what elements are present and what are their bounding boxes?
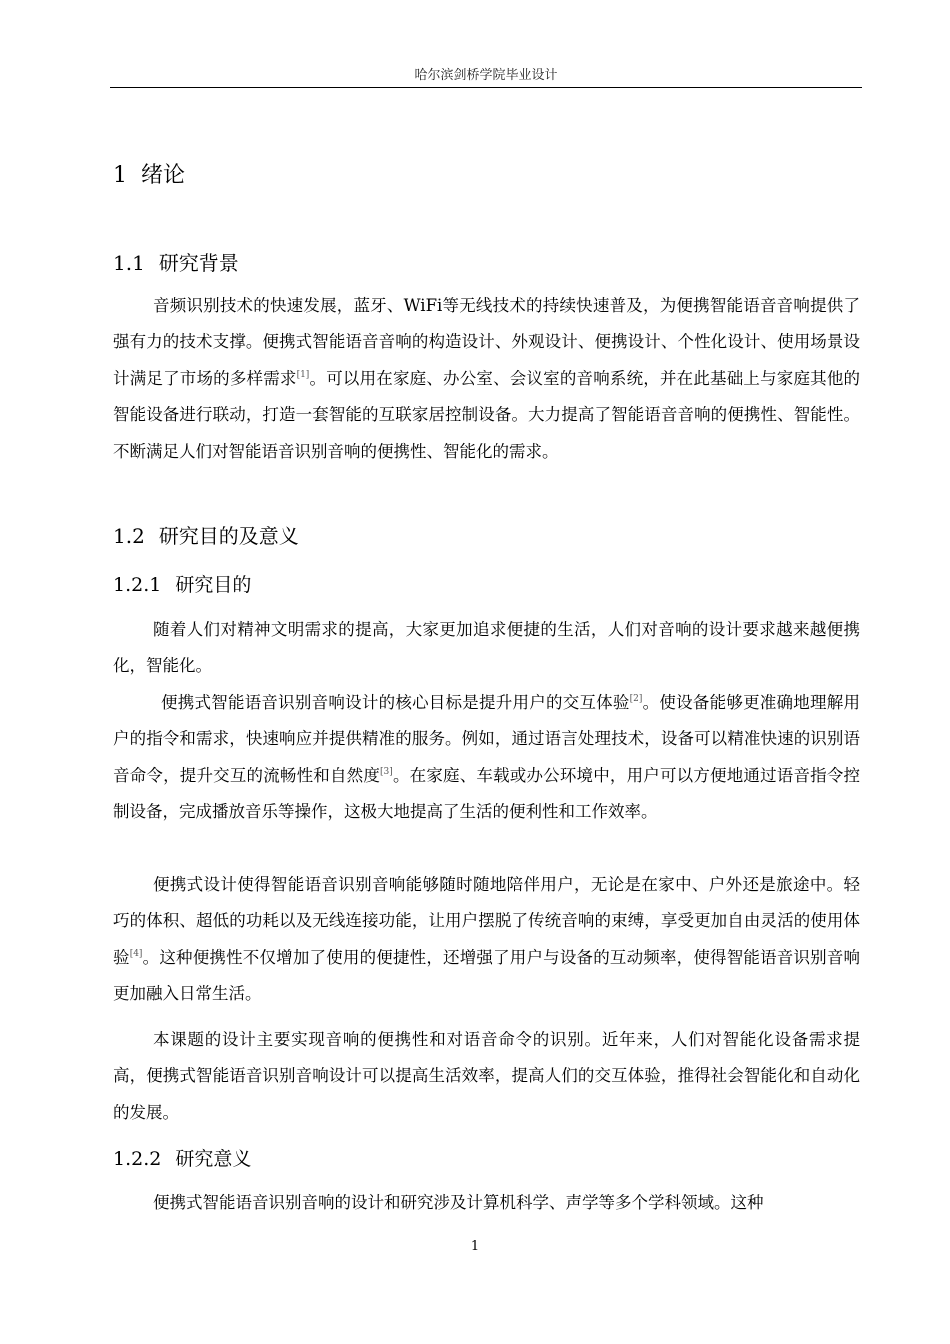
paragraph-text: 。这种便携性不仅增加了使用的便捷性，还增强了用户与设备的互动频率，使得智能语音识别音响更加融入日常生活。 [113,947,860,1004]
paragraph-research-background [113,288,860,470]
citation-1: [1] [296,369,310,380]
paragraph-text: 便携式设计使得智能语音识别音响能够随时随地陪伴用户，无论是在家中、户外还是旅途中。轻巧的体积、超低的功耗以及无线连接功能，让用户摆脱了传统音响的束缚，享受更加自由灵活的使用体验 [113,875,860,967]
section-number: 1.2 [113,524,145,548]
paragraph-text: 。可以用在家庭、办公室、会议室的音响系统，并在此基础上与家庭其他的智能设备进行联动，打造一套智能的互联家居控制设备。大力提高了智能语音音响的便携性、智能性。不断满足人们对智能语音识别音响的便携性、智能化的需求。 [113,368,860,461]
section-heading-1-2 [113,521,299,551]
page-header: 哈尔滨剑桥学院毕业设计 [414,68,558,83]
chapter-heading [113,160,185,192]
paragraph-text: 本课题的设计主要实现音响的便携性和对语音命令的识别。近年来，人们对智能化设备需求提高，便携式智能语音识别音响设计可以提高生活效率，提高人们的交互体验，推得社会智能化和自动化的发展。 [113,1030,860,1122]
paragraph-text: 便携式智能语音识别音响设计的核心目标是提升用户的交互体验 [161,693,630,712]
subsection-title: 研究目的 [175,574,252,596]
paragraph-purpose-2 [113,685,860,831]
paragraph-text: 音频识别技术的快速发展，蓝牙、WiFi等无线技术的持续快速普及，为便携智能语音音响提供了强有力的技术支撑。便携式智能语音音响的构造设计、外观设计、便携设计、个性化设计、使用场景设计满足了市场的多样需求 [113,296,860,388]
section-number: 1.1 [113,251,145,275]
chapter-title: 绪论 [141,163,186,188]
section-title: 研究目的及意义 [158,524,299,548]
paragraph-text: 随着人们对精神文明需求的提高，大家更加追求便捷的生活，人们对音响的设计要求越来越便携化，智能化。 [113,620,860,676]
citation-2: [2] [629,694,643,704]
subsection-number: 1.2.1 [113,574,162,596]
page-number: 1 [470,1239,480,1254]
paragraph-significance-1 [113,1185,860,1221]
subsection-heading-1-2-2 [113,1145,251,1173]
paragraph-text: 。在家庭、车载或办公环境中，用户可以方便地通过语音指令控制设备，完成播放音乐等操作，这极大地提高了生活的便利性和工作效率。 [113,765,860,822]
header-divider [110,87,862,88]
paragraph-purpose-1 [113,612,860,685]
chapter-number: 1 [113,163,127,188]
subsection-heading-1-2-1 [113,571,251,599]
citation-4: [4] [129,948,143,959]
section-heading-1-1 [113,248,239,278]
citation-3: [3] [380,766,393,777]
paragraph-purpose-4 [113,1022,860,1131]
paragraph-text: 。使设备能够更准确地理解用户的指令和需求，快速响应并提供精准的服务。例如，通过语言处理技术，设备可以精准快速的识别语音命令，提升交互的流畅性和自然度 [113,693,861,785]
subsection-title: 研究意义 [175,1148,252,1170]
section-title: 研究背景 [158,251,239,275]
paragraph-purpose-3 [113,867,860,1013]
paragraph-text: 便携式智能语音识别音响的设计和研究涉及计算机科学、声学等多个学科领域。这种 [153,1193,764,1212]
subsection-number: 1.2.2 [113,1148,162,1170]
